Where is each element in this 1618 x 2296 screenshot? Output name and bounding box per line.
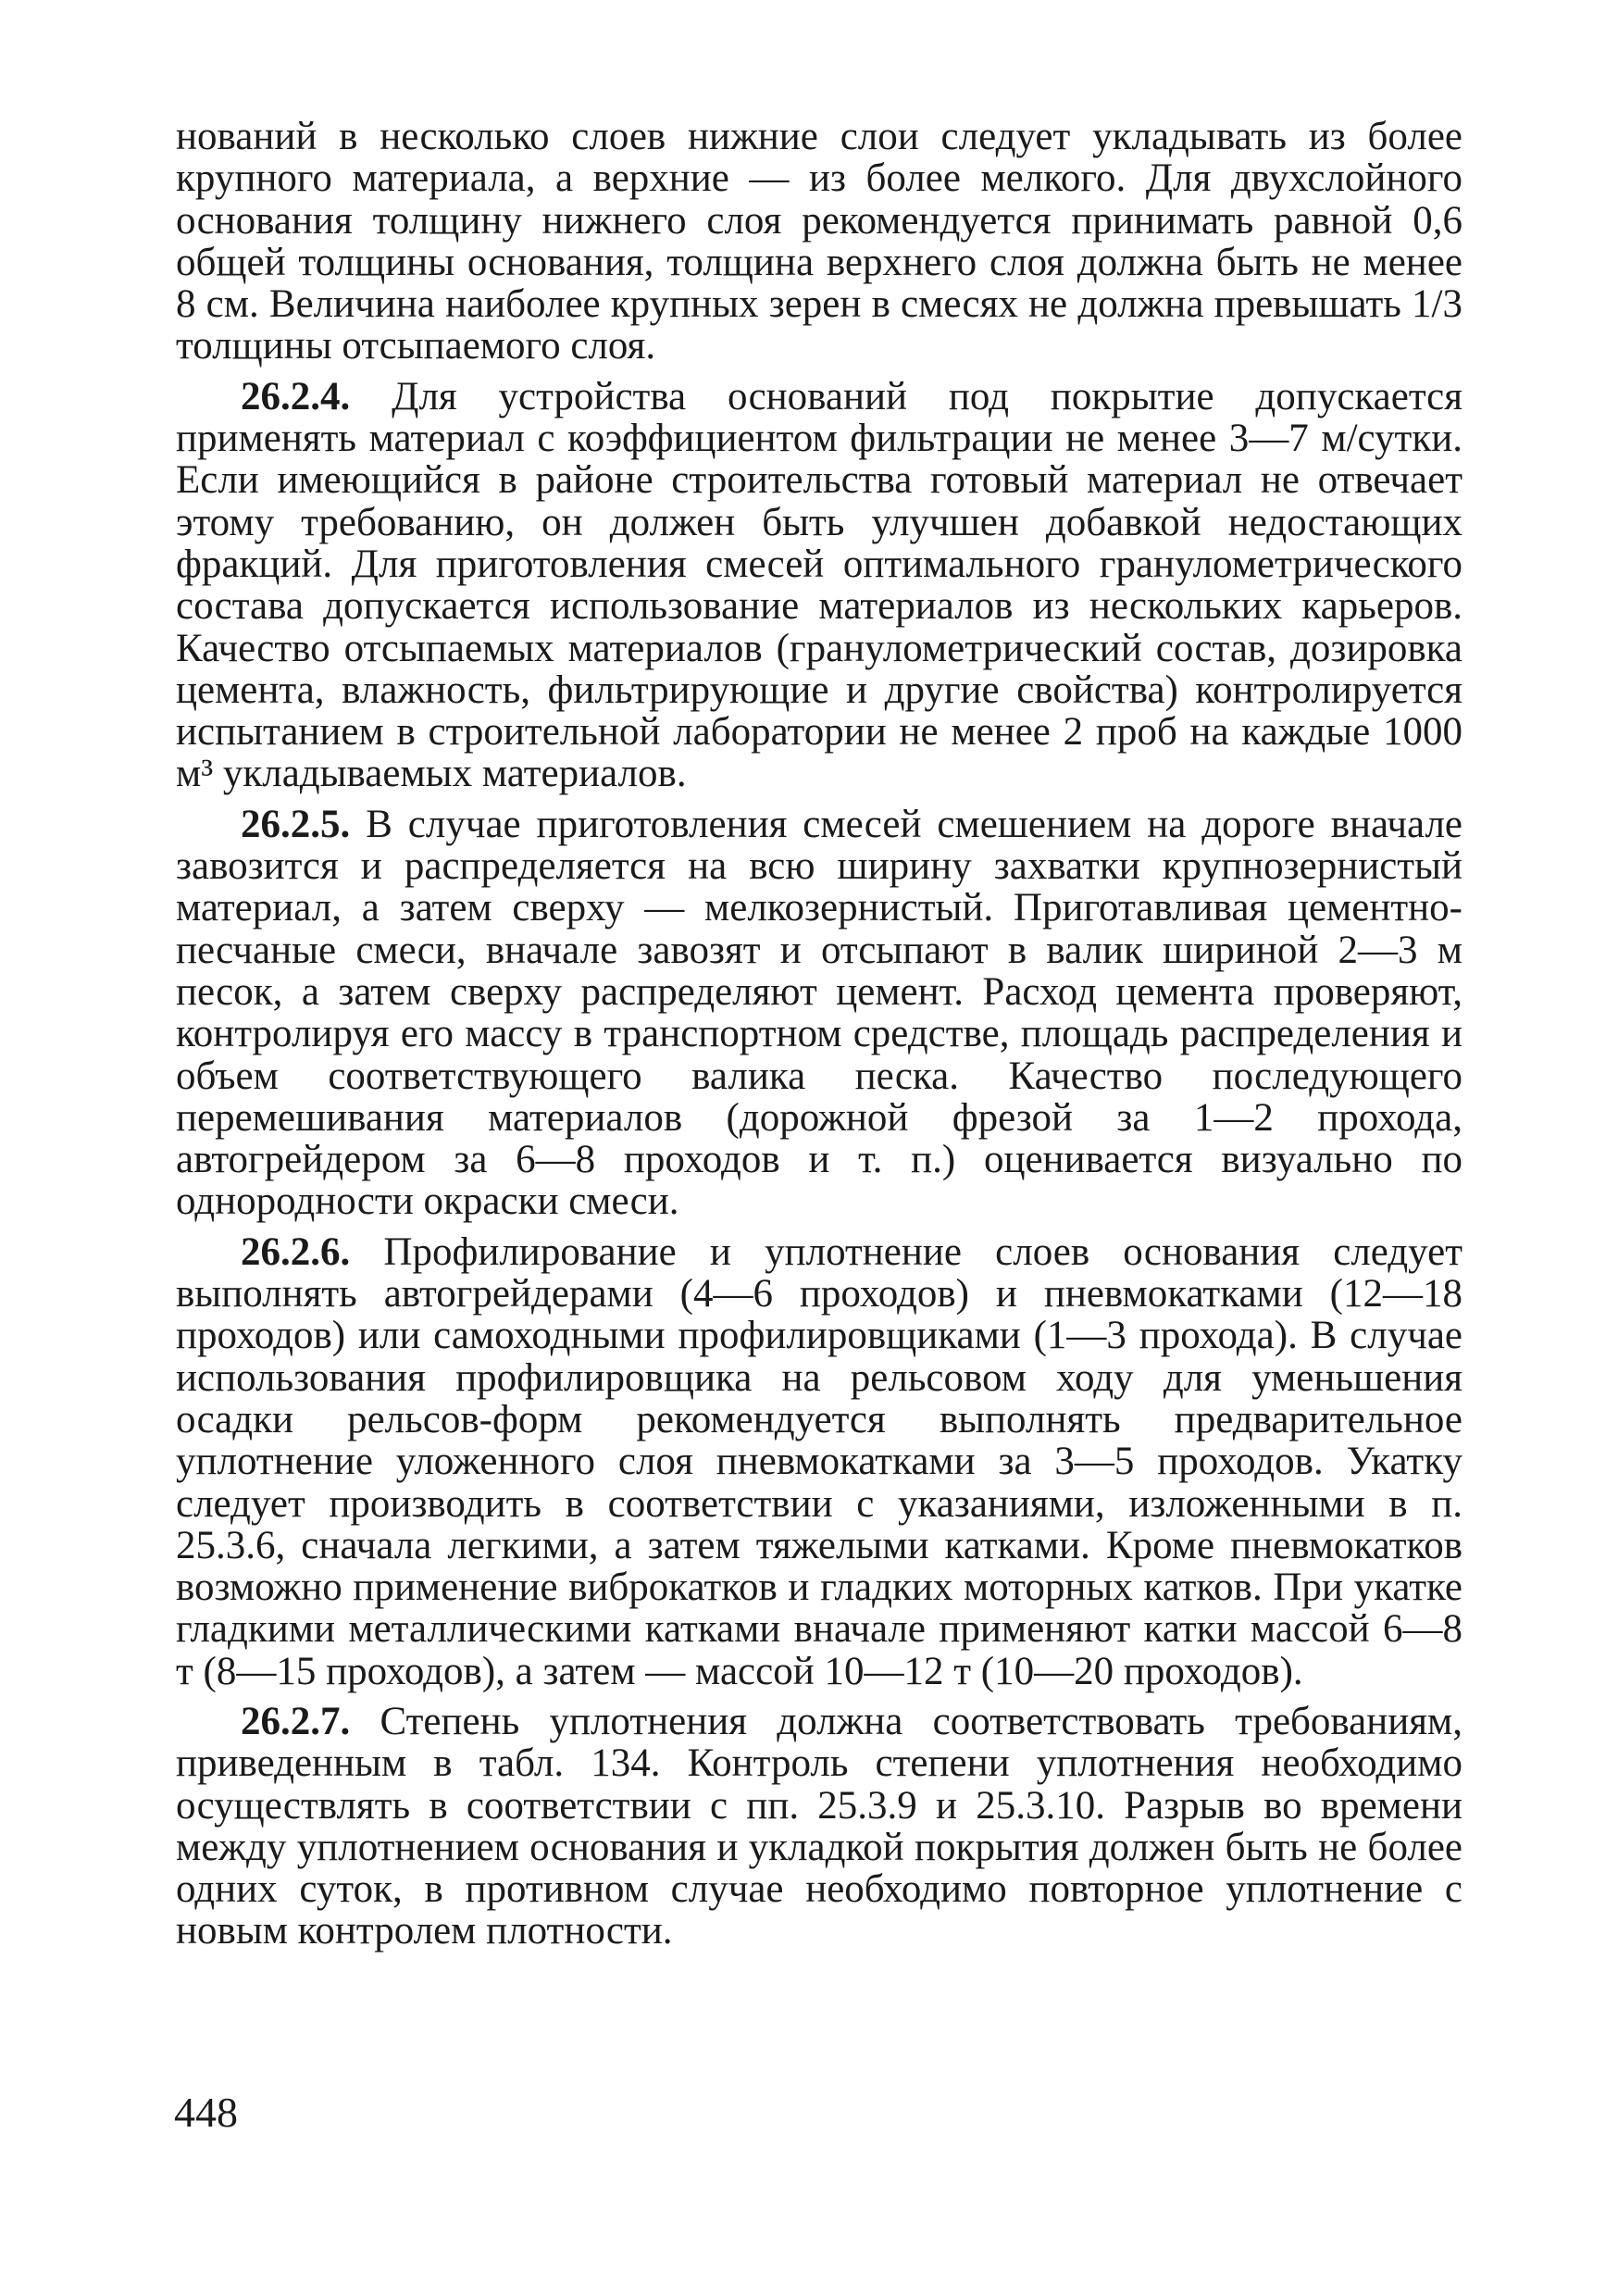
- clause-number: 26.2.7.: [241, 1699, 351, 1743]
- page-number: 448: [174, 2089, 238, 2136]
- paragraph-26-2-6: [176, 1231, 1462, 1692]
- paragraph-text: нований в несколько слоев нижние слои следует укладывать из более крупного материала, а верхние — из более мелкого. Для двухслойного основания толщину нижнего слоя рекомендуется принимать равной 0,6 общей толщины основания, толщина верхнего слоя должна быть не менее 8 см. Величина наиболее крупных зерен в смесях не должна превышать 1/3 толщины отсыпаемого слоя.: [176, 115, 1462, 368]
- paragraph-26-2-7: [176, 1701, 1462, 1953]
- paragraph-text: Профилирование и уплотнение слоев основания следует выполнять автогрейдерами (4—6 проходов) и пневмокатками (12—18 проходов) или самоходными профилировщиками (1—3 прохода). В случае использования профилировщика на рельсовом ходу для уменьшения осадки рельсов-форм рекомендуется выполнять предварительное уплотнение уложенного слоя пневмокатками за 3—5 проходов. Укатку следует производить в соответствии с указаниями, изложенными в п. 25.3.6, сначала легкими, а затем тяжелыми катками. Кроме пневмокатков возможно применение виброкатков и гладких моторных катков. При укатке гладкими металлическими катками вначале применяют катки массой 6—8 т (8—15 проходов), а затем — массой 10—12 т (10—20 проходов).: [176, 1229, 1462, 1693]
- paragraph-26-2-5: [176, 804, 1462, 1223]
- paragraph-continuation: [176, 116, 1462, 368]
- paragraph-26-2-4: [176, 376, 1462, 795]
- paragraph-text: Для устройства оснований под покрытие допускается применять материал с коэффициентом фильтрации не менее 3—7 м/сутки. Если имеющийся в районе строительства готовый материал не отвечает этому требованию, он должен быть улучшен добавкой недостающих фракций. Для приготовления смесей оптимального гранулометрического состава допускается использование материалов из нескольких карьеров. Качество отсыпаемых материалов (гранулометрический состав, дозировка цемента, влажность, фильтрирующие и другие свойства) контролируется испытанием в строительной лаборатории не менее 2 проб на каждые 1000 м³ укладываемых материалов.: [176, 374, 1462, 796]
- clause-number: 26.2.5.: [241, 802, 351, 846]
- paragraph-text: В случае приготовления смесей смешением на дороге вначале завозится и распределяется на всю ширину захватки крупнозернистый материал, а затем сверху — мелкозернистый. Приготавливая цементно-песчаные смеси, вначале завозят и отсыпают в валик шириной 2—3 м песок, а затем сверху распределяют цемент. Расход цемента проверяют, контролируя его массу в транспортном средстве, площадь распределения и объем соответствующего валика песка. Качество последующего перемешивания материалов (дорожной фрезой за 1—2 прохода, автогрейдером за 6—8 проходов и т. п.) оценивается визуально по однородности окраски смеси.: [176, 802, 1463, 1224]
- page-body: [176, 116, 1462, 1961]
- clause-number: 26.2.6.: [241, 1229, 351, 1274]
- clause-number: 26.2.4.: [241, 374, 351, 418]
- paragraph-text: Степень уплотнения должна соответствовать требованиям, приведенным в табл. 134. Контроль степени уплотнения необходимо осуществлять в соответствии с пп. 25.3.9 и 25.3.10. Разрыв во времени между уплотнением основания и укладкой покрытия должен быть не более одних суток, в противном случае необходимо повторное уплотнение с новым контролем плотности.: [176, 1699, 1462, 1953]
